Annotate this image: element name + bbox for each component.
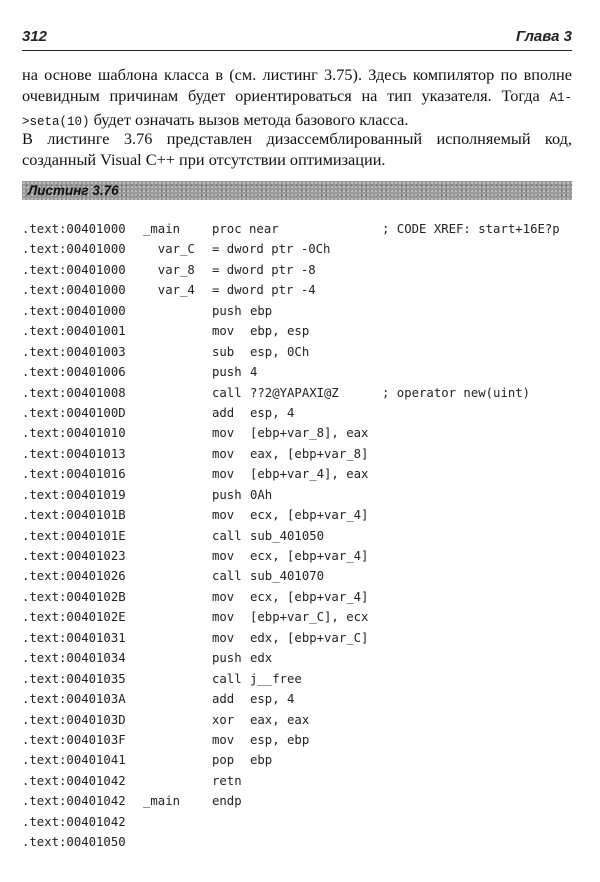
code-operands: esp, ebp	[250, 732, 310, 747]
code-address: .text:0040102E	[22, 610, 126, 625]
code-operands: esp, 4	[250, 692, 295, 707]
code-address: .text:00401031	[22, 630, 126, 645]
code-line	[22, 464, 582, 484]
code-operands: [ebp+var_C], ecx	[250, 610, 369, 625]
code-instruction: mov	[212, 549, 235, 563]
code-line	[22, 771, 582, 791]
code-line	[22, 791, 582, 811]
code-line	[22, 321, 582, 341]
code-instruction: call	[212, 528, 242, 543]
code-instruction: mov	[212, 426, 235, 441]
code-operands: esp, 0Ch	[250, 344, 310, 359]
code-operands: [ebp+var_4], eax	[250, 467, 369, 482]
chapter-title: Глава 3	[515, 28, 572, 45]
code-address: .text:0040103F	[22, 732, 126, 747]
code-operands: ebp	[250, 303, 273, 318]
code-instruction: push	[212, 487, 242, 502]
code-operands: eax, [ebp+var_8]	[250, 446, 369, 461]
code-instruction: call	[212, 671, 242, 686]
code-address: .text:0040103A	[22, 692, 126, 707]
code-line	[22, 607, 582, 627]
code-line	[22, 689, 582, 709]
code-address: .text:0040101E	[22, 528, 126, 543]
code-label: _main	[143, 222, 181, 236]
code-operands: esp, 4	[250, 405, 295, 420]
code-line	[22, 648, 582, 668]
code-line	[22, 239, 582, 259]
code-directive: endp	[212, 794, 242, 809]
code-address: .text:00401000	[22, 283, 126, 298]
code-instruction: mov	[212, 324, 235, 339]
code-instruction: push	[212, 365, 242, 380]
page-header	[22, 28, 572, 51]
code-directive: = dword ptr -0Ch	[212, 242, 331, 257]
paragraph-1-text-before: на основе шаблона класса в (см. листинг 3.75). Здесь компилятор по вполне очевидным причинам будет ориентироваться на тип указателя. Тогда	[22, 65, 572, 105]
code-operands: 0Ah	[250, 487, 273, 502]
code-line	[22, 280, 582, 300]
code-operands: ??2@YAPAXI@Z	[250, 385, 339, 400]
code-instruction: call	[212, 569, 242, 584]
code-operands: edx	[250, 651, 273, 666]
code-instruction: add	[212, 405, 235, 420]
code-address: .text:00401042	[22, 794, 126, 809]
code-comment: ; CODE XREF: start+16E?p	[382, 222, 560, 236]
code-instruction: mov	[212, 446, 235, 461]
code-directive: = dword ptr -8	[212, 262, 316, 277]
paragraph-2: В листинге 3.76 представлен дизассемблированный исполняемый код, созданный Visual C++ при отсутствии оптимизации.	[22, 129, 572, 169]
code-directive: proc near	[212, 222, 279, 236]
code-address: .text:00401010	[22, 426, 126, 441]
code-instruction: mov	[212, 508, 235, 523]
code-operands: ecx, [ebp+var_4]	[250, 508, 369, 523]
code-address: .text:00401035	[22, 671, 126, 686]
code-instruction: push	[212, 303, 242, 318]
code-comment: ; operator new(uint)	[382, 385, 531, 400]
paragraph-1-text-after: будет означать вызов метода базового класса.	[89, 110, 409, 129]
code-operands: [ebp+var_8], eax	[250, 426, 369, 441]
code-address: .text:00401050	[22, 835, 126, 850]
code-line	[22, 383, 582, 403]
code-operands: j__free	[250, 671, 302, 686]
paragraph-1	[22, 64, 572, 133]
code-address: .text:0040102B	[22, 589, 126, 604]
code-label: var_4	[143, 283, 195, 298]
code-address: .text:00401023	[22, 549, 126, 563]
code-operands: 4	[250, 365, 258, 380]
code-address: .text:0040103D	[22, 712, 126, 727]
code-address: .text:00401001	[22, 324, 126, 339]
code-line	[22, 587, 582, 607]
code-instruction: mov	[212, 467, 235, 482]
code-line	[22, 260, 582, 280]
code-label: _main	[143, 794, 181, 809]
code-instruction: push	[212, 651, 242, 666]
code-line	[22, 710, 582, 730]
code-address: .text:00401042	[22, 773, 126, 788]
code-label: var_8	[143, 262, 195, 277]
listing-title: Листинг 3.76	[28, 183, 119, 198]
code-operands: eax, eax	[250, 712, 310, 727]
code-line	[22, 505, 582, 525]
code-line	[22, 546, 582, 566]
code-address: .text:00401000	[22, 262, 126, 277]
code-operands: ebp	[250, 753, 273, 768]
code-line	[22, 403, 582, 423]
code-line	[22, 219, 582, 239]
code-operands: ebp, esp	[250, 324, 310, 339]
inline-code: A1->seta(10)	[22, 91, 572, 129]
code-address: .text:00401042	[22, 814, 126, 829]
code-line	[22, 812, 582, 832]
code-line	[22, 526, 582, 546]
code-operands: sub_401070	[250, 569, 325, 584]
code-line	[22, 362, 582, 382]
code-line	[22, 730, 582, 750]
code-instruction: sub	[212, 344, 235, 359]
code-line	[22, 750, 582, 770]
code-operands: ecx, [ebp+var_4]	[250, 549, 369, 563]
code-address: .text:00401000	[22, 303, 126, 318]
code-address: .text:00401006	[22, 365, 126, 380]
code-address: .text:00401016	[22, 467, 126, 482]
code-line	[22, 628, 582, 648]
code-instruction: mov	[212, 732, 235, 747]
page-number: 312	[22, 28, 48, 45]
code-line	[22, 566, 582, 586]
code-instruction: add	[212, 692, 235, 707]
code-address: .text:00401008	[22, 385, 126, 400]
code-line	[22, 301, 582, 321]
code-address: .text:00401000	[22, 222, 126, 236]
code-address: .text:00401019	[22, 487, 126, 502]
code-line	[22, 342, 582, 362]
code-directive: = dword ptr -4	[212, 283, 316, 298]
code-address: .text:00401000	[22, 242, 126, 257]
listing-header-bar	[22, 181, 572, 200]
code-address: .text:0040100D	[22, 405, 126, 420]
code-line	[22, 423, 582, 443]
code-line	[22, 832, 582, 852]
code-instruction: call	[212, 385, 242, 400]
code-address: .text:00401026	[22, 569, 126, 584]
code-address: .text:00401003	[22, 344, 126, 359]
code-operands: edx, [ebp+var_C]	[250, 630, 369, 645]
code-instruction: mov	[212, 630, 235, 645]
code-address: .text:00401013	[22, 446, 126, 461]
code-instruction: retn	[212, 773, 242, 788]
code-instruction: xor	[212, 712, 235, 727]
code-operands: sub_401050	[250, 528, 325, 543]
code-instruction: mov	[212, 589, 235, 604]
code-instruction: pop	[212, 753, 235, 768]
code-line	[22, 669, 582, 689]
code-address: .text:0040101B	[22, 508, 126, 523]
code-line	[22, 485, 582, 505]
code-address: .text:00401041	[22, 753, 126, 768]
code-line	[22, 444, 582, 464]
code-address: .text:00401034	[22, 651, 126, 666]
code-instruction: mov	[212, 610, 235, 625]
code-operands: ecx, [ebp+var_4]	[250, 589, 369, 604]
code-label: var_C	[143, 242, 195, 257]
code-listing	[22, 219, 582, 853]
